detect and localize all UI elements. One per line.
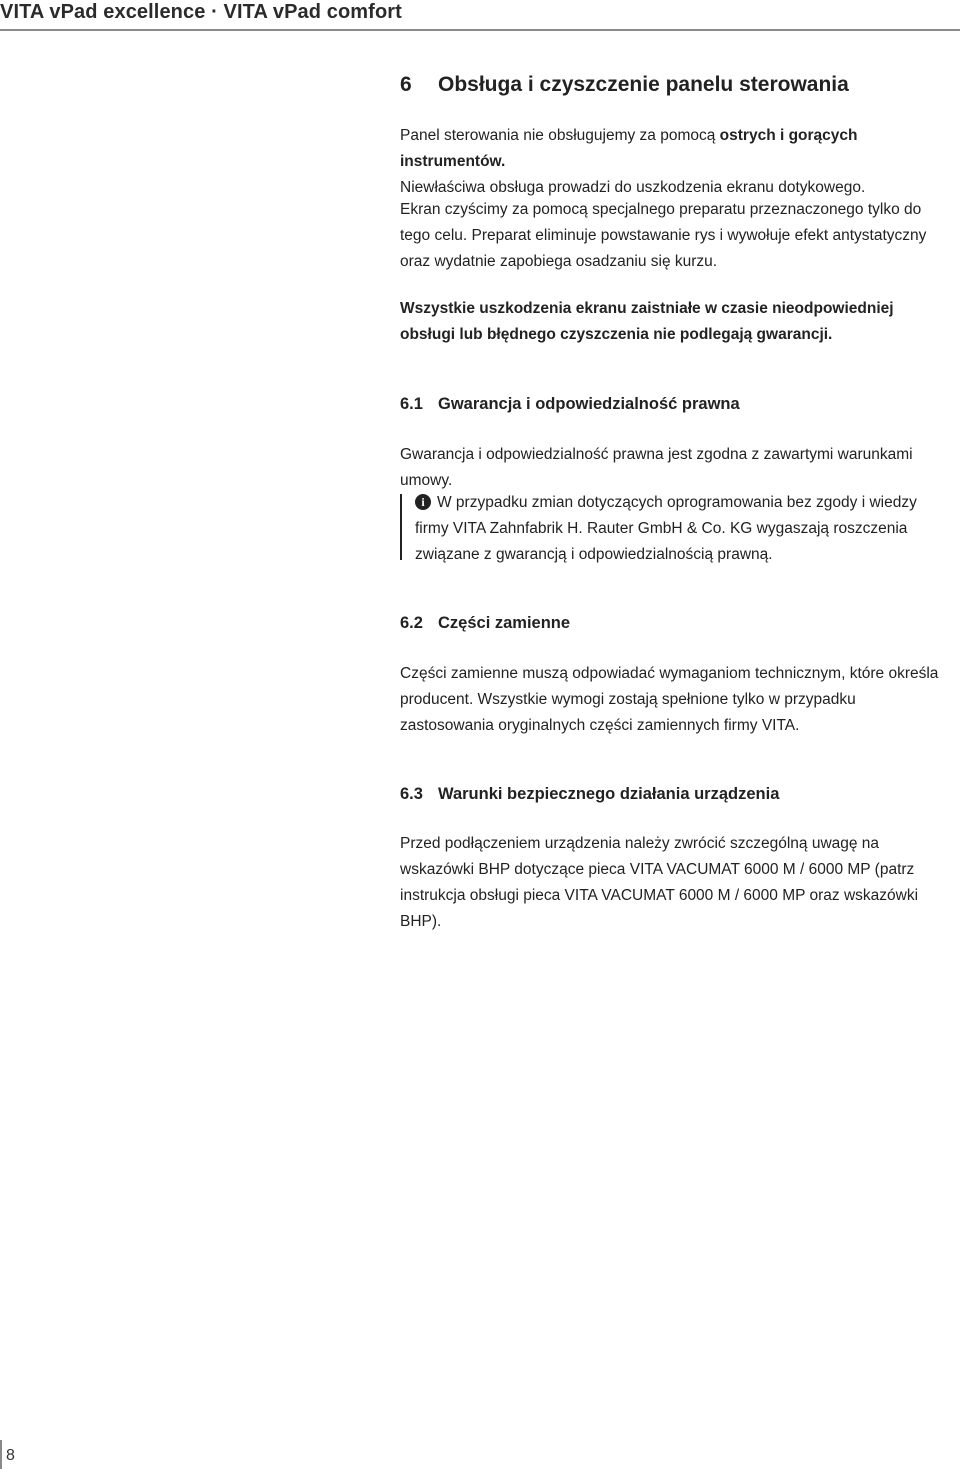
subsection-number: 6.2 <box>400 614 423 632</box>
subsection-title: Części zamienne <box>438 614 571 632</box>
section-warning-paragraph: Wszystkie uszkodzenia ekranu zaistniałe w czasie nieodpowiedniej obsługi lub błędnego czyszczenia nie podlegają gwarancji. <box>400 300 894 343</box>
info-icon: i <box>415 494 431 510</box>
subsection-6-2-paragraph: Części zamienne muszą odpowiadać wymaganiom technicznym, które określa producent. Wszystkie wymogi zostają spełnione tylko w przypadku zastosowania oryginalnych części zamiennych firmy VITA. <box>400 665 939 734</box>
section-paragraph-1 <box>400 123 945 201</box>
subsection-title: Warunki bezpiecznego działania urządzenia <box>438 785 780 803</box>
page-number: 8 <box>6 1447 15 1464</box>
subsection-heading-6-2 <box>400 614 570 633</box>
section-paragraph-1-bold: ostrych i gorących instrumentów. <box>400 127 858 170</box>
section-title: Obsługa i czyszczenie panelu sterowania <box>438 73 849 96</box>
subsection-number: 6.1 <box>400 395 423 413</box>
section-number: 6 <box>400 73 412 96</box>
section-paragraph-1-text-2: Niewłaściwa obsługa prowadzi do uszkodzenia ekranu dotykowego. <box>400 179 866 196</box>
header-divider <box>0 29 960 31</box>
page-number-rule <box>0 1440 2 1469</box>
subsection-number: 6.3 <box>400 785 423 803</box>
section-heading <box>400 73 849 97</box>
subsection-heading-6-3 <box>400 785 779 804</box>
section-paragraph-1-text: Panel sterowania nie obsługujemy za pomocą <box>400 127 720 144</box>
document-header-title: VITA vPad excellence · VITA vPad comfort <box>0 1 402 23</box>
subsection-6-3-paragraph: Przed podłączeniem urządzenia należy zwrócić szczególną uwagę na wskazówki BHP dotyczące pieca VITA VACUMAT 6000 M / 6000 MP (patrz instrukcja obsługi pieca VITA VACUMAT 6000 M / 6000 MP oraz wskazówki BHP). <box>400 835 919 930</box>
subsection-heading-6-1 <box>400 395 740 414</box>
subsection-6-1-paragraph: Gwarancja i odpowiedzialność prawna jest zgodna z zawartymi warunkami umowy. <box>400 446 913 489</box>
subsection-title: Gwarancja i odpowiedzialność prawna <box>438 395 740 413</box>
info-note-bar <box>400 494 402 560</box>
section-paragraph-2: Ekran czyścimy za pomocą specjalnego preparatu przeznaczonego tylko do tego celu. Preparat eliminuje powstawanie rys i wywołuje efekt antystatyczny oraz wydatnie zapobiega osadzaniu się kurzu. <box>400 201 927 270</box>
info-note-text: W przypadku zmian dotyczących oprogramowania bez zgody i wiedzy firmy VITA Zahnfabrik H. Rauter GmbH & Co. KG wygaszają roszczenia związane z gwarancją i odpowiedzialnością prawną. <box>415 494 917 563</box>
